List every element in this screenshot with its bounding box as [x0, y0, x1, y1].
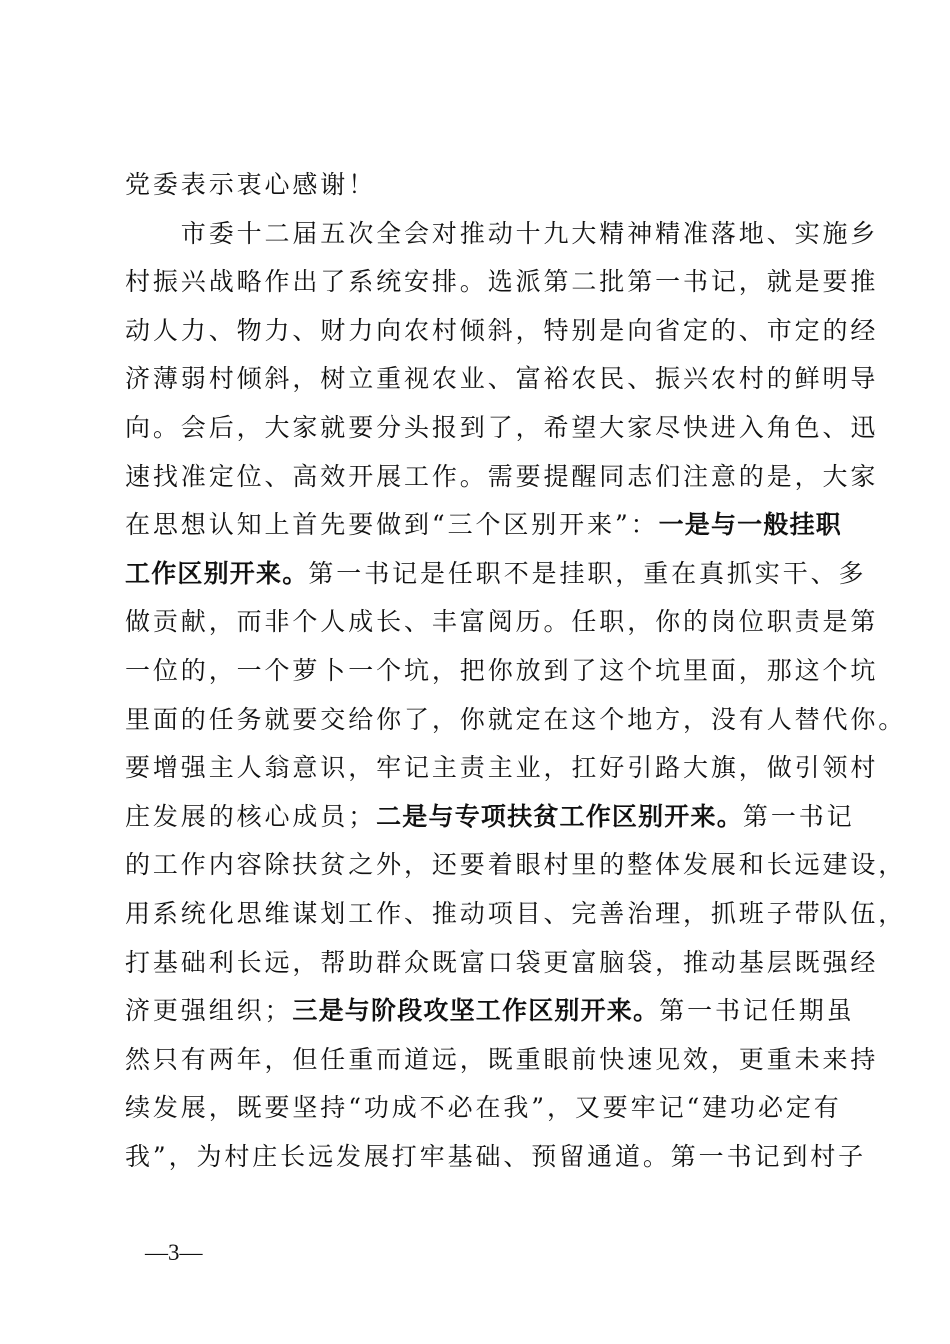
- bold-text-segment: 二是与专项扶贫工作区别开来。: [376, 801, 743, 831]
- text-segment: 第一书记: [742, 801, 855, 831]
- page-number: —3—: [145, 1240, 203, 1265]
- text-line: [125, 362, 879, 396]
- text-line: [125, 460, 879, 494]
- text-line: [125, 751, 879, 785]
- text-segment: 打基础利长远，帮助群众既富口袋更富脑袋，推动基层既强经: [125, 947, 879, 977]
- text-line: [125, 557, 867, 591]
- bold-text-segment: 三是与阶段攻坚工作区别开来。: [292, 996, 660, 1026]
- text-line: [125, 897, 907, 931]
- text-segment: 里面的任务就要交给你了，你就定在这个地方，没有人替代你。: [125, 704, 907, 734]
- text-line: [125, 848, 907, 882]
- text-segment: 济更强组织；: [125, 996, 293, 1026]
- text-line: [125, 314, 879, 348]
- text-segment: 我”，为村庄长远发展打牢基础、预留通道。第一书记到村子: [125, 1142, 867, 1171]
- bold-text-segment: 工作区别开来。: [125, 558, 309, 588]
- text-segment: 济薄弱村倾斜，树立重视农业、富裕农民、振兴农村的鲜明导: [125, 364, 879, 394]
- text-line: [125, 946, 879, 980]
- text-segment: 然只有两年，但任重而道远，既重眼前快速见效，更重未来持: [125, 1044, 879, 1074]
- text-segment: 一位的，一个萝卜一个坑，把你放到了这个坑里面，那这个坑: [125, 656, 879, 685]
- text-line: [125, 994, 855, 1028]
- text-segment: 庄发展的核心成员；: [125, 801, 377, 831]
- text-line: [125, 1043, 879, 1077]
- text-segment: 党委表示衷心感谢！: [125, 170, 377, 199]
- text-segment: 第一书记任期虽: [659, 996, 855, 1026]
- text-segment: 在思想认知上首先要做到“三个区别开来”：: [125, 510, 659, 540]
- text-segment: 向。会后，大家就要分头报到了，希望大家尽快进入角色、迅: [125, 413, 879, 442]
- text-line: [125, 217, 879, 251]
- text-line: [125, 654, 879, 688]
- text-segment: 的工作内容除扶贫之外，还要着眼村里的整体发展和长远建设，: [125, 850, 907, 880]
- text-segment: 村振兴战略作出了系统安排。选派第二批第一书记，就是要推: [125, 267, 879, 297]
- text-line: [125, 703, 907, 737]
- text-line: [125, 265, 879, 299]
- text-segment: 用系统化思维谋划工作、推动项目、完善治理，抓班子带队伍，: [125, 899, 907, 928]
- text-line: [125, 1140, 867, 1174]
- text-segment: 续发展，既要坚持“功成不必在我”，又要牢记“建功必定有: [125, 1093, 842, 1123]
- text-segment: 要增强主人翁意识，牢记主责主业，扛好引路大旗，做引领村: [125, 753, 879, 783]
- text-line: [125, 1091, 845, 1125]
- text-segment: 第一书记是任职不是挂职，重在真抓实干、多: [308, 558, 867, 588]
- text-line: [125, 168, 845, 202]
- text-segment: 速找准定位、高效开展工作。需要提醒同志们注意的是，大家: [125, 461, 879, 491]
- text-line: [125, 800, 855, 834]
- bold-text-segment: 一是与一般挂职: [658, 510, 842, 540]
- text-segment: 动人力、物力、财力向农村倾斜，特别是向省定的、市定的经: [125, 315, 879, 345]
- text-segment: 做贡献，而非个人成长、丰富阅历。任职，你的岗位职责是第: [125, 607, 879, 637]
- text-line: [125, 605, 879, 639]
- text-line: [125, 508, 845, 542]
- text-line: [125, 411, 879, 445]
- text-segment: 市委十二届五次全会对推动十九大精神精准落地、实施乡: [125, 218, 879, 248]
